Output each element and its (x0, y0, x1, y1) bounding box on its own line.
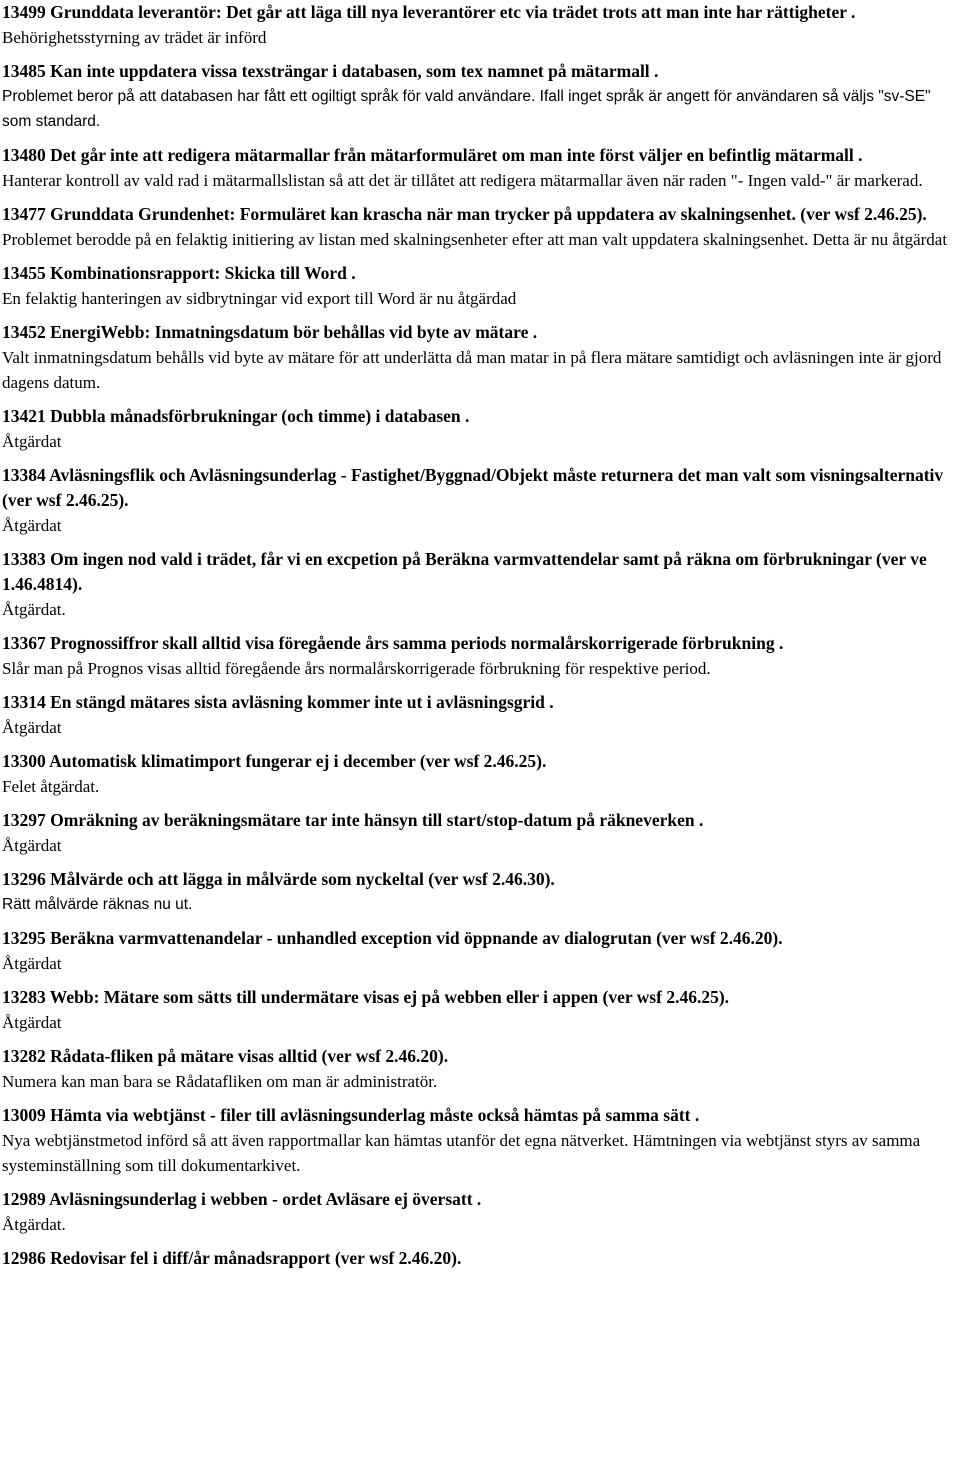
issue-resolution: Valt inmatningsdatum behålls vid byte av mätare för att underlätta då man matar in på flera mätare samtidigt och avläsningen inte är gjord dagens datum. (2, 348, 942, 392)
issue-title: 13282 Rådata-fliken på mätare visas alltid (ver wsf 2.46.20). (2, 1046, 449, 1066)
issue-entry (2, 985, 957, 1035)
issue-title: 13499 Grunddata leverantör: Det går att läga till nya leverantörer etc via trädet trots att man inte har rättigheter . (2, 2, 856, 22)
issue-title: 13477 Grunddata Grundenhet: Formuläret kan krascha när man trycker på uppdatera av skalningsenhet. (ver wsf 2.46.25). (2, 204, 927, 224)
issue-resolution: Åtgärdat. (2, 1215, 66, 1234)
issue-title: 13300 Automatisk klimatimport fungerar ej i december (ver wsf 2.46.25). (2, 751, 547, 771)
issue-entry (2, 202, 957, 252)
issue-entry (2, 320, 957, 395)
issue-entry (2, 1044, 957, 1094)
issue-title: 13452 EnergiWebb: Inmatningsdatum bör behållas vid byte av mätare . (2, 322, 538, 342)
issue-resolution: Åtgärdat (2, 516, 62, 535)
issue-entry (2, 463, 957, 538)
issue-entry (2, 926, 957, 976)
issue-entry (2, 547, 957, 622)
issue-title: 13367 Prognossiffror skall alltid visa föregående års samma periods normalårskorrigerade förbrukning . (2, 633, 784, 653)
issue-entry (2, 1246, 957, 1271)
issue-title: 13421 Dubbla månadsförbrukningar (och timme) i databasen . (2, 406, 470, 426)
issue-entry (2, 1103, 957, 1178)
issue-resolution: Åtgärdat (2, 836, 62, 855)
issue-title: 13297 Omräkning av beräkningsmätare tar inte hänsyn till start/stop-datum på räkneverken . (2, 810, 704, 830)
issue-entry (2, 261, 957, 311)
issue-resolution: Problemet beror på att databasen har fått ett ogiltigt språk för vald användare. Ifall inget språk är angett för användaren så väljs "sv-SE" som standard. (2, 88, 931, 130)
issue-title: 13295 Beräkna varmvattenandelar - unhandled exception vid öppnande av dialogrutan (ver wsf 2.46.20). (2, 928, 783, 948)
issue-title: 13485 Kan inte uppdatera vissa texsträngar i databasen, som tex namnet på mätarmall . (2, 61, 659, 81)
issue-resolution: Slår man på Prognos visas alltid föregående års normalårskorrigerade förbrukning för respektive period. (2, 659, 711, 678)
issue-entry (2, 749, 957, 799)
issue-entry (2, 0, 957, 50)
issue-title: 13009 Hämta via webtjänst - filer till avläsningsunderlag måste också hämtas på samma sätt . (2, 1105, 700, 1125)
issue-resolution: Åtgärdat (2, 954, 62, 973)
issue-title: 13480 Det går inte att redigera mätarmallar från mätarformuläret om man inte först väljer en befintlig mätarmall . (2, 145, 863, 165)
issue-title: 12989 Avläsningsunderlag i webben - ordet Avläsare ej översatt . (2, 1189, 482, 1209)
issue-entry (2, 690, 957, 740)
issue-title: 12986 Redovisar fel i diff/år månadsrapport (ver wsf 2.46.20). (2, 1248, 462, 1268)
issue-title: 13296 Målvärde och att lägga in målvärde som nyckeltal (ver wsf 2.46.30). (2, 869, 555, 889)
issue-resolution: Hanterar kontroll av vald rad i mätarmallslistan så att det är tillåtet att redigera mätarmallar även när raden "- Ingen vald-" är markerad. (2, 171, 923, 190)
issue-resolution: Problemet berodde på en felaktig initiering av listan med skalningsenheter efter att man valt uppdatera skalningsenhet. Detta är nu åtgärdat (2, 230, 948, 249)
issue-resolution: Behörighetsstyrning av trädet är införd (2, 28, 267, 47)
issue-resolution: Felet åtgärdat. (2, 777, 100, 796)
issue-resolution: Rätt målvärde räknas nu ut. (2, 896, 193, 913)
issue-title: 13314 En stängd mätares sista avläsning kommer inte ut i avläsningsgrid . (2, 692, 554, 712)
issue-resolution: Nya webtjänstmetod införd så att även rapportmallar kan hämtas utanför det egna nätverket. Hämtningen via webtjänst styrs av samma systeminställning som till dokumentarkivet. (2, 1131, 921, 1175)
issue-resolution: Åtgärdat (2, 432, 62, 451)
issue-title: 13455 Kombinationsrapport: Skicka till Word . (2, 263, 356, 283)
issue-title: 13383 Om ingen nod vald i trädet, får vi en excpetion på Beräkna varmvattendelar samt på räkna om förbrukningar (ver ve 1.46.4814). (2, 549, 927, 594)
issue-entry (2, 808, 957, 858)
issue-entry (2, 404, 957, 454)
issue-entry (2, 1187, 957, 1237)
issue-resolution: Åtgärdat (2, 718, 62, 737)
issue-entry (2, 59, 957, 134)
issue-resolution: Numera kan man bara se Rådatafliken om man är administratör. (2, 1072, 438, 1091)
issue-resolution: Åtgärdat (2, 1013, 62, 1032)
issue-title: 13384 Avläsningsflik och Avläsningsunderlag - Fastighet/Byggnad/Objekt måste returnera det man valt som visningsalternativ (ver wsf 2.46.25). (2, 465, 944, 510)
issue-title: 13283 Webb: Mätare som sätts till undermätare visas ej på webben eller i appen (ver wsf 2.46.25). (2, 987, 730, 1007)
issue-entry (2, 631, 957, 681)
issue-entry (2, 143, 957, 193)
issue-resolution: Åtgärdat. (2, 600, 66, 619)
issue-resolution: En felaktig hanteringen av sidbrytningar vid export till Word är nu åtgärdad (2, 289, 517, 308)
issue-entry (2, 867, 957, 917)
